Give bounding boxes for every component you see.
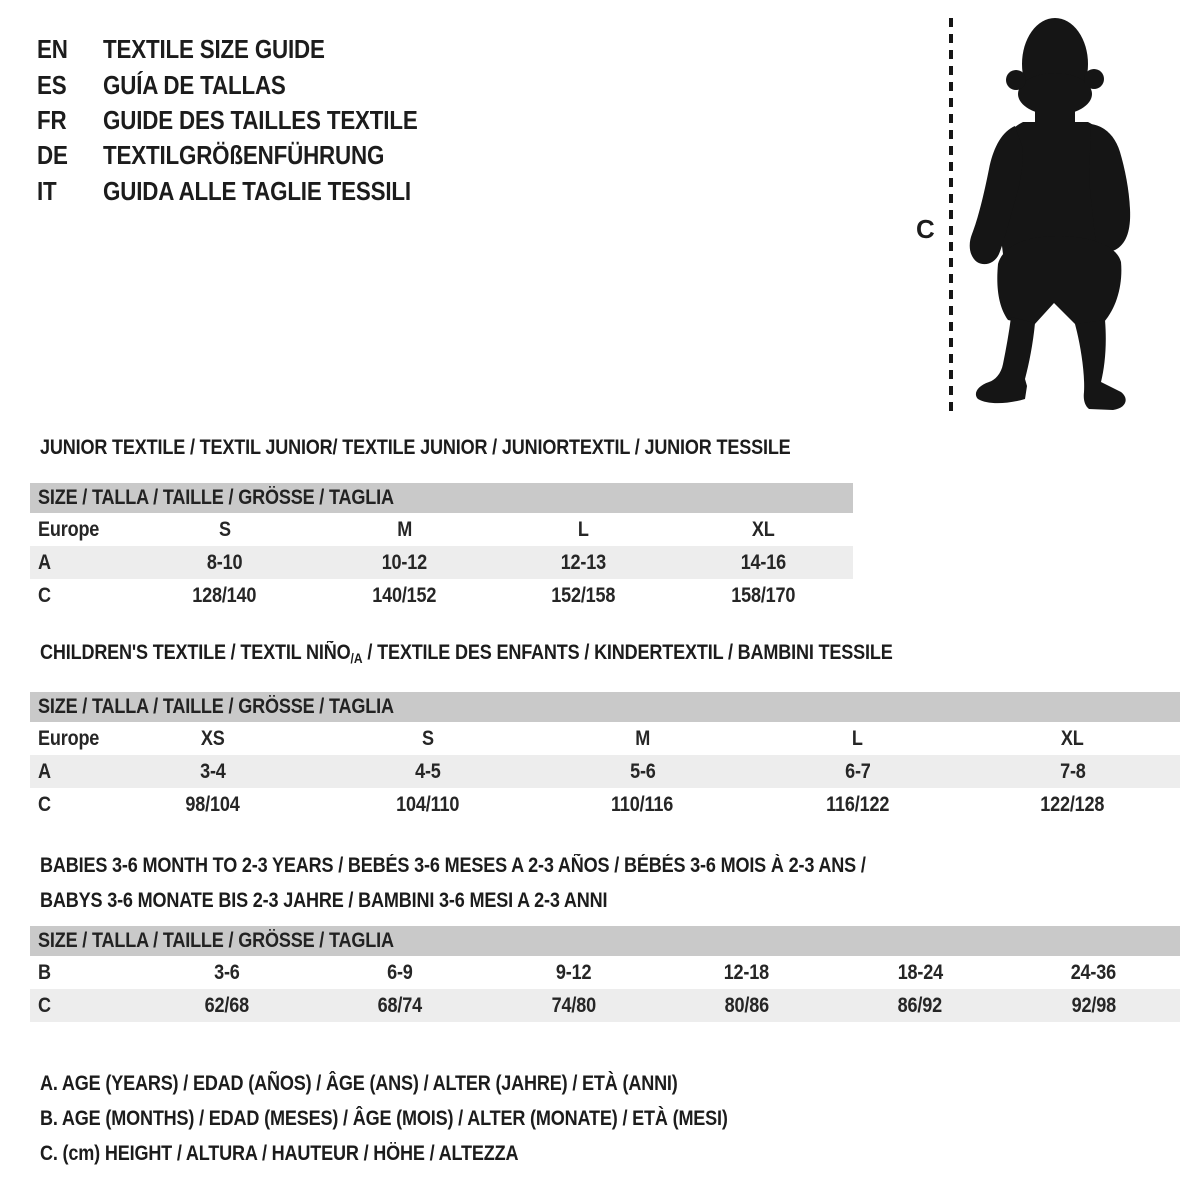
children-size-table (30, 692, 1180, 821)
size-cell: XS (200, 726, 225, 750)
months-cell: 12-18 (723, 960, 770, 984)
children-section-title-text: CHILDREN'S TEXTILE / TEXTIL NIÑO/A / TEXTILE DES ENFANTS / KINDERTEXTIL / BAMBINI TESSILE (40, 641, 893, 666)
row-label: C (38, 583, 51, 607)
table-header-band (30, 692, 1180, 722)
table-header-text: SIZE / TALLA / TAILLE / GRÖSSE / TAGLIA (38, 486, 394, 509)
table-header-band (30, 483, 853, 513)
junior-section-title (40, 436, 913, 460)
legend-line-c: C. (cm) HEIGHT / ALTURA / HAUTEUR / HÖHE / ALTEZZA (40, 1142, 519, 1165)
legend-line-b: B. AGE (MONTHS) / EDAD (MESES) / ÂGE (MOIS) / ALTER (MONATE) / ETÀ (MESI) (40, 1107, 728, 1130)
size-cell: S (218, 517, 231, 541)
language-title: GUÍA DE TALLAS (103, 69, 286, 100)
language-row-it (37, 174, 469, 209)
months-cell: 24-36 (1070, 960, 1116, 984)
age-cell: 14-16 (740, 550, 786, 574)
age-cell: 8-10 (207, 550, 243, 574)
height-cell: 128/140 (192, 583, 257, 607)
age-cell: 3-4 (199, 759, 226, 783)
babies-title-line1: BABIES 3-6 MONTH TO 2-3 YEARS / BEBÉS 3-6 MESES A 2-3 AÑOS / BÉBÉS 3-6 MOIS À 2-3 ANS / (40, 854, 866, 877)
language-title: GUIDA ALLE TAGLIE TESSILI (103, 175, 411, 206)
language-code (37, 140, 103, 171)
size-cell: M (635, 726, 650, 750)
size-cell: S (421, 726, 434, 750)
height-cell: 92/98 (1071, 993, 1116, 1017)
language-title: GUIDE DES TAILLES TEXTILE (103, 104, 418, 135)
months-cell: 18-24 (897, 960, 943, 984)
table-header-text: SIZE / TALLA / TAILLE / GRÖSSE / TAGLIA (38, 695, 394, 718)
language-code (37, 176, 103, 207)
row-label: C (38, 993, 51, 1017)
language-code (37, 34, 103, 65)
table-row-height (30, 989, 1180, 1022)
age-cell: 7-8 (1059, 759, 1086, 783)
language-code (37, 70, 103, 101)
size-cell: XL (1061, 726, 1084, 750)
junior-size-table (30, 483, 853, 612)
language-title: TEXTILE SIZE GUIDE (103, 34, 325, 65)
children-section-title (40, 641, 1031, 666)
nino-a-subscript: /A (350, 650, 363, 666)
language-row-de (37, 138, 469, 173)
table-row-height (30, 579, 853, 612)
height-cell: 116/122 (825, 792, 890, 816)
table-row-height (30, 788, 1180, 821)
months-cell: 9-12 (555, 960, 592, 984)
age-cell: 10-12 (381, 550, 427, 574)
height-cell: 80/86 (724, 993, 769, 1017)
table-row-months (30, 956, 1180, 989)
months-cell: 3-6 (213, 960, 240, 984)
language-code-text: DE (37, 140, 68, 171)
size-cell: M (396, 517, 412, 541)
height-cell: 68/74 (377, 993, 423, 1017)
height-cell: 62/68 (204, 993, 249, 1017)
toddler-silhouette-icon (940, 12, 1150, 422)
language-code-text: IT (37, 175, 57, 206)
babies-title-line2: BABYS 3-6 MONATE BIS 2-3 JAHRE / BAMBINI 3-6 MESI A 2-3 ANNI (40, 889, 608, 912)
table-row-age (30, 755, 1180, 788)
size-cell: L (852, 726, 863, 750)
table-header-band (30, 926, 1180, 956)
height-cell: 98/104 (185, 792, 240, 816)
months-cell: 6-9 (387, 960, 413, 984)
babies-section-title (40, 848, 1000, 918)
row-label: C (38, 792, 51, 816)
age-cell: 12-13 (561, 550, 607, 574)
language-row-fr (37, 103, 469, 138)
height-cell: 74/80 (551, 993, 596, 1017)
height-cell: 158/170 (731, 583, 796, 607)
language-row-es (37, 67, 469, 102)
height-measure-label: C (916, 214, 935, 244)
junior-section-title-text: JUNIOR TEXTILE / TEXTIL JUNIOR/ TEXTILE JUNIOR / JUNIORTEXTIL / JUNIOR TESSILE (40, 436, 791, 459)
size-cell: XL (751, 517, 775, 541)
age-cell: 5-6 (629, 759, 656, 783)
row-label: A (38, 550, 51, 574)
height-cell: 140/152 (372, 583, 437, 607)
language-code-text: FR (37, 104, 67, 135)
height-cell: 110/116 (611, 792, 674, 816)
language-code-text: EN (37, 34, 68, 65)
row-label: Europe (38, 517, 100, 541)
language-list (37, 32, 469, 209)
height-cell: 104/110 (395, 792, 460, 816)
height-cell: 122/128 (1040, 792, 1105, 816)
language-row-en (37, 32, 469, 67)
row-label: Europe (38, 726, 100, 750)
table-row-europe (30, 722, 1180, 755)
legend-line-a: A. AGE (YEARS) / EDAD (AÑOS) / ÂGE (ANS) / ALTER (JAHRE) / ETÀ (ANNI) (40, 1072, 678, 1095)
language-title: TEXTILGRÖßENFÜHRUNG (103, 140, 385, 171)
height-cell: 152/158 (551, 583, 616, 607)
age-cell: 4-5 (414, 759, 441, 783)
row-label: B (38, 960, 51, 984)
table-row-europe (30, 513, 853, 546)
language-code-text: ES (37, 69, 67, 100)
table-header-text: SIZE / TALLA / TAILLE / GRÖSSE / TAGLIA (38, 929, 394, 952)
table-row-age (30, 546, 853, 579)
row-label: A (38, 759, 51, 783)
language-code (37, 105, 103, 136)
measurement-legend (40, 1066, 840, 1171)
babies-size-table (30, 926, 1180, 1022)
height-cell: 86/92 (897, 993, 943, 1017)
size-cell: L (578, 517, 590, 541)
age-cell: 6-7 (844, 759, 871, 783)
